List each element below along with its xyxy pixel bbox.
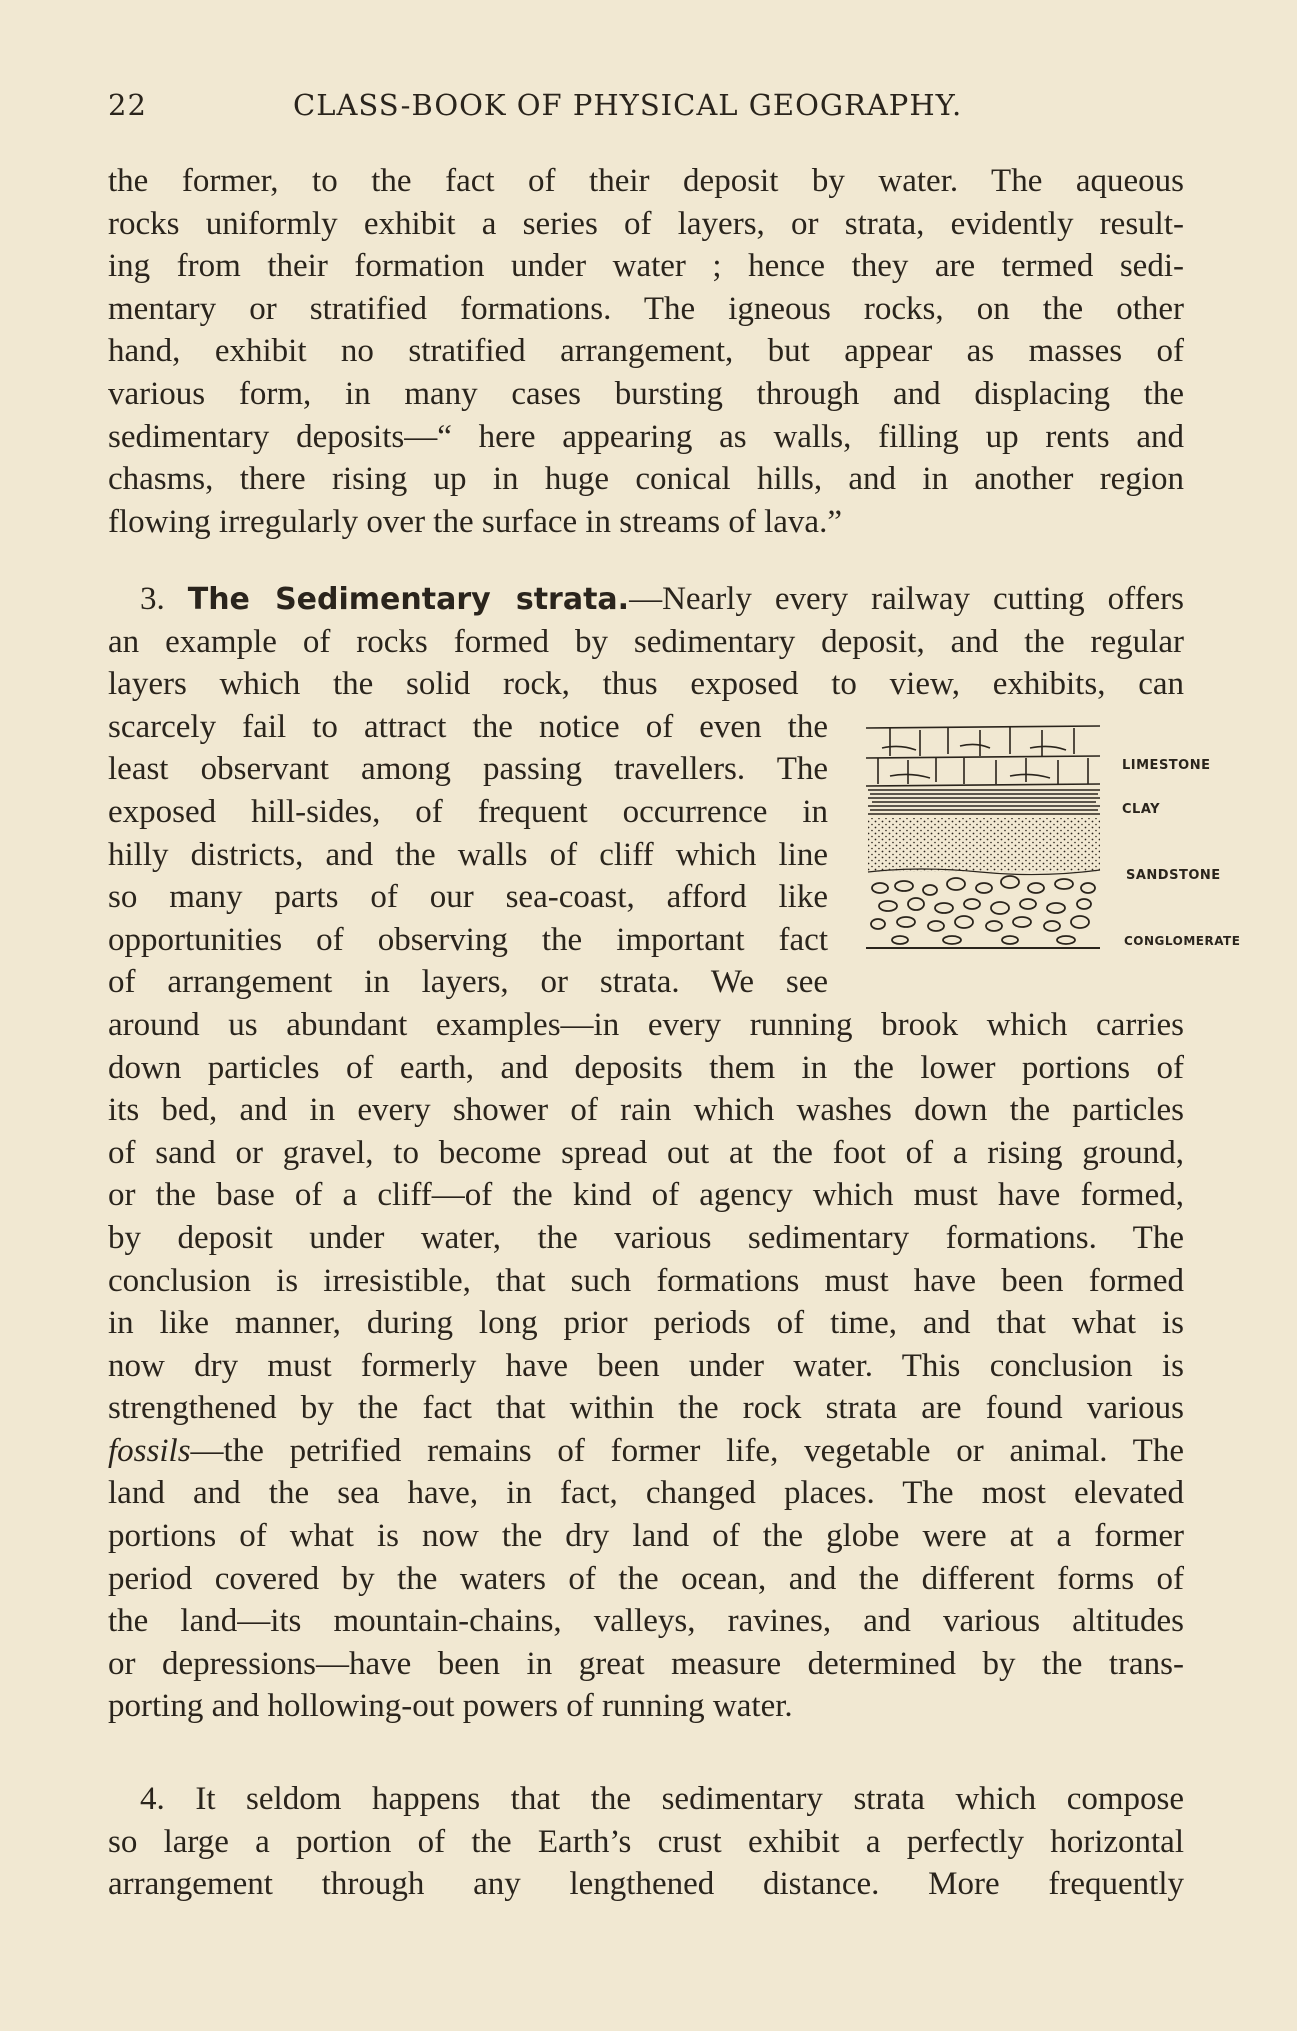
text-line: scarcely fail to attract the notice of even the bbox=[108, 708, 828, 745]
sandstone-layer bbox=[868, 818, 1100, 872]
text-line: strengthened by the fact that within the rock strata are found various bbox=[108, 1390, 1184, 1427]
section-3-first-line bbox=[108, 578, 1184, 621]
label-sandstone: SANDSTONE bbox=[1126, 868, 1221, 883]
text-line: its bed, and in every shower of rain which washes down the particles bbox=[108, 1092, 1184, 1129]
text-line: least observant among passing travellers. The bbox=[108, 751, 828, 788]
text-line: flowing irregularly over the surface in streams of lava.” bbox=[108, 503, 842, 540]
text-line: or depressions—have been in great measure determined by the trans- bbox=[108, 1645, 1184, 1682]
section-4-first-line bbox=[108, 1778, 1184, 1821]
text-run: —Nearly every railway cutting offers bbox=[629, 581, 1185, 617]
text-line: period covered by the waters of the ocean, and the different forms of bbox=[108, 1560, 1184, 1597]
conglomerate-layer bbox=[871, 876, 1095, 944]
text-line: porting and hollowing-out powers of running water. bbox=[108, 1688, 793, 1725]
text-line: an example of rocks formed by sedimentary deposit, and the regular bbox=[108, 623, 1184, 660]
label-clay: CLAY bbox=[1122, 802, 1161, 817]
text-line: by deposit under water, the various sedimentary formations. The bbox=[108, 1219, 1184, 1256]
text-line: now dry must formerly have been under water. This conclusion is bbox=[108, 1347, 1184, 1384]
limestone-layer bbox=[866, 726, 1100, 786]
text-line: layers which the solid rock, thus exposed to view, exhibits, can bbox=[108, 666, 1184, 703]
strata-figure bbox=[860, 718, 1250, 968]
text-line: sedimentary deposits—“ here appearing as walls, filling up rents and bbox=[108, 418, 1184, 455]
text-line: hand, exhibit no stratified arrangement, but appear as masses of bbox=[108, 333, 1184, 370]
text-line: of arrangement in layers, or strata. We see bbox=[108, 964, 828, 1001]
text-line bbox=[108, 1430, 1184, 1473]
section-number: 3. bbox=[140, 581, 165, 617]
text-line: so large a portion of the Earth’s crust exhibit a perfectly horizontal bbox=[108, 1823, 1184, 1860]
section-heading: The Sedimentary strata. bbox=[187, 582, 630, 617]
text-line: so many parts of our sea-coast, afford like bbox=[108, 879, 828, 916]
text-run: It seldom happens that the sedimentary strata which compose bbox=[195, 1781, 1184, 1817]
section-number: 4. bbox=[140, 1781, 165, 1817]
strata-diagram bbox=[860, 718, 1120, 968]
page-header bbox=[108, 88, 1188, 138]
paragraph-1 bbox=[108, 160, 1184, 543]
text-line: hilly districts, and the walls of cliff which line bbox=[108, 836, 828, 873]
clay-layer bbox=[868, 790, 1100, 814]
text-run: —the petrified remains of former life, vegetable or animal. The bbox=[190, 1432, 1184, 1469]
text-line: land and the sea have, in fact, changed places. The most elevated bbox=[108, 1475, 1184, 1512]
text-line: portions of what is now the dry land of the globe were at a former bbox=[108, 1518, 1184, 1555]
section-4-paragraph bbox=[108, 1778, 1184, 1906]
text-line: of sand or gravel, to become spread out at the foot of a rising ground, bbox=[108, 1134, 1184, 1171]
text-line: around us abundant examples—in every running brook which carries bbox=[108, 1006, 1184, 1043]
text-line: in like manner, during long prior periods of time, and that what is bbox=[108, 1305, 1184, 1342]
text-line: opportunities of observing the important fact bbox=[108, 921, 828, 958]
page-number: 22 bbox=[108, 88, 147, 122]
text-line: down particles of earth, and deposits them in the lower portions of bbox=[108, 1049, 1184, 1086]
text-line: the land—its mountain-chains, valleys, ravines, and various altitudes bbox=[108, 1603, 1184, 1640]
text-line: rocks uniformly exhibit a series of layers, or strata, evidently result- bbox=[108, 205, 1184, 242]
label-limestone: LIMESTONE bbox=[1122, 758, 1211, 773]
text-line: or the base of a cliff—of the kind of agency which must have formed, bbox=[108, 1177, 1184, 1214]
text-line: the former, to the fact of their deposit by water. The aqueous bbox=[108, 163, 1184, 199]
running-title: CLASS-BOOK OF PHYSICAL GEOGRAPHY. bbox=[293, 88, 963, 122]
text-line: conclusion is irresistible, that such formations must have been formed bbox=[108, 1262, 1184, 1299]
label-conglomerate: CONGLOMERATE bbox=[1124, 934, 1241, 948]
text-line: exposed hill-sides, of frequent occurrence in bbox=[108, 793, 828, 830]
italic-term: fossils bbox=[108, 1432, 191, 1469]
text-line: arrangement through any lengthened distance. More frequently bbox=[108, 1866, 1184, 1903]
text-line: ing from their formation under water ; hence they are termed sedi- bbox=[108, 248, 1184, 285]
text-line: chasms, there rising up in huge conical hills, and in another region bbox=[108, 461, 1184, 498]
text-line: mentary or stratified formations. The igneous rocks, on the other bbox=[108, 290, 1184, 327]
text-line: various form, in many cases bursting through and displacing the bbox=[108, 375, 1184, 412]
